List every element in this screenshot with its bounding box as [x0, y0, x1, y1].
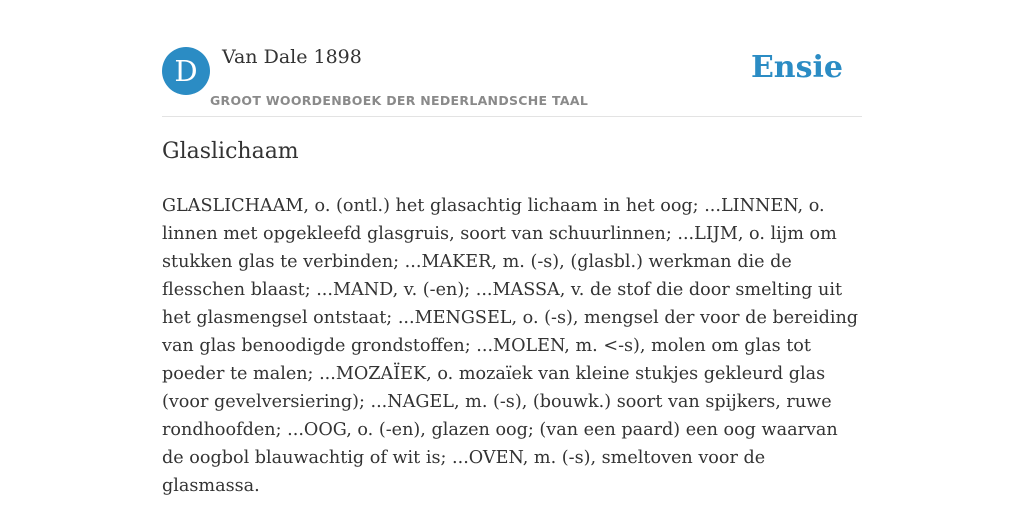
header — [162, 44, 862, 117]
dictionary-title[interactable]: Van Dale 1898 — [222, 46, 362, 68]
entry-headword: Glaslichaam — [162, 139, 299, 164]
ensie-logo[interactable]: Ensie — [750, 50, 843, 85]
dictionary-subtitle: GROOT WOORDENBOEK DER NEDERLANDSCHE TAAL — [210, 93, 589, 108]
entry-definition: GLASLICHAAM, o. (ontl.) het glasachtig lichaam in het oog; ...LINNEN, o. linnen met opgekleefd glasgruis, soort van schuurlinnen; ...LIJM, o. lijm om stukken glas te verbinden; ...MAKER, m. (-s), (glasbl.) werkman die de flesschen blaast; ...MAND, v. (-en); ...MASSA, v. de stof die door smelting uit het glasmengsel ontstaat; ...MENGSEL, o. (-s), mengsel der voor de bereiding van glas benoodigde grondstoffen; ...MOLEN, m. <-s), molen om glas tot poeder te malen; ...MOZAÏEK, o. mozaïek van kleine stukjes gekleurd glas (voor gevelversiering); ...NAGEL, m. (-s), (bouwk.) soort van spijkers, ruwe rondhoofden; ...OOG, o. (-en), glazen oog; (van een paard) een oog waarvan de oogbol blauwachtig of wit is; ...OVEN, m. (-s), smeltoven voor de glasmassa. — [162, 196, 859, 496]
dictionary-logo[interactable]: D — [162, 47, 210, 95]
